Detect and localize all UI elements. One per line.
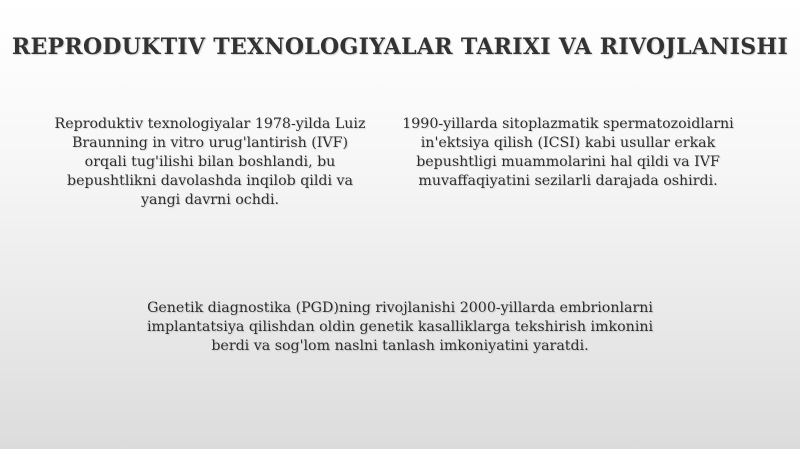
- paragraph-pgd-history: Genetik diagnostika (PGD)ning rivojlanishi 2000-yillarda embrionlarni implantatsiya qilishdan oldin genetik kasalliklarga tekshirish imkonini berdi va sog'lom naslni tanlash imkoniyatini yaratdi.: [146, 300, 654, 354]
- paragraph-icsi-history: 1990-yillarda sitoplazmatik spermatozoidlarni in'ektsiya qilish (ICSI) kabi usullar erkak bepushtligi muammolarini hal qildi va IVF muvaffaqiyatini sezilarli darajada oshirdi.: [402, 116, 734, 189]
- slide-title: REPRODUKTIV TEXNOLOGIYALAR TARIXI VA RIVOJLANISHI: [11, 34, 789, 60]
- paragraph-ivf-history: Reproduktiv texnologiyalar 1978-yilda Luiz Braunning in vitro urug'lantirish (IVF) orqali tug'ilishi bilan boshlandi, bu bepushtlikni davolashda inqilob qildi va yangi davrni ochdi.: [54, 116, 366, 208]
